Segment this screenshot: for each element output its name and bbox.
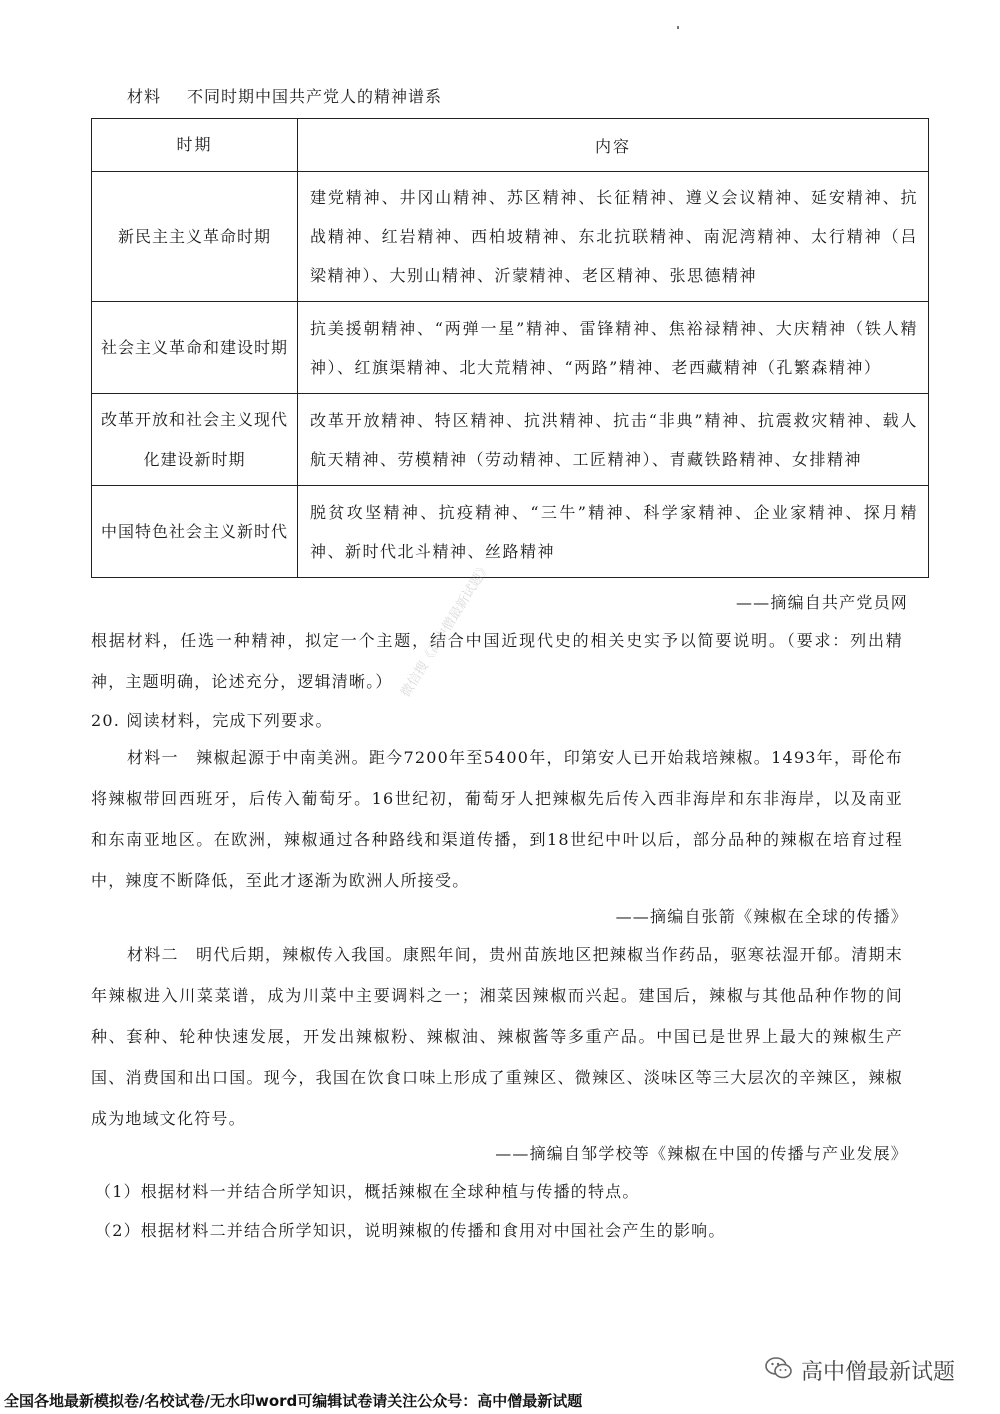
period-cell: 中国特色社会主义新时代 — [92, 486, 298, 578]
table-row — [92, 172, 929, 302]
table-row — [92, 394, 929, 486]
material-two: 材料二 明代后期，辣椒传入我国。康熙年间，贵州苗族地区把辣椒当作药品，驱寒祛湿开郁。清期末年辣椒进入川菜菜谱，成为川菜中主要调料之一；湘菜因辣椒而兴起。建国后，辣椒与其他品种作物的间种、套种、轮种快速发展，开发出辣椒粉、辣椒油、辣椒酱等多重产品。中国已是世界上最大的辣椒生产国、消费国和出口国。现今，我国在饮食口味上形成了重辣区、微辣区、淡味区等三大层次的辛辣区，辣椒成为地域文化符号。 — [91, 945, 903, 1128]
table-header-row — [92, 119, 929, 172]
watermark-text: 微信搜《高中僧最新试题》 — [398, 559, 494, 701]
material-one: 材料一 辣椒起源于中南美洲。距今7200年至5400年，印第安人已开始栽培辣椒。1493年，哥伦布将辣椒带回西班牙，后传入葡萄牙。16世纪初，葡萄牙人把辣椒先后传入西非海岸和东非海岸，以及南亚和东南亚地区。在欧洲，辣椒通过各种路线和渠道传播，到18世纪中叶以后，部分品种的辣椒在培育过程中，辣度不断降低，至此才逐渐为欧洲人所接受。 — [91, 748, 903, 890]
content-cell: 抗美援朝精神、“两弹一星”精神、雷锋精神、焦裕禄精神、大庆精神（铁人精神）、红旗渠精神、北大荒精神、“两路”精神、老西藏精神（孔繁森精神） — [298, 302, 929, 394]
content-cell: 脱贫攻坚精神、抗疫精神、“三牛”精神、科学家精神、企业家精神、探月精神、新时代北斗精神、丝路精神 — [298, 486, 929, 578]
material-caption — [127, 84, 442, 107]
table-row — [92, 302, 929, 394]
table-source: ——摘编自共产党员网 — [735, 593, 908, 612]
brand-text: 高中僧最新试题 — [801, 1360, 956, 1385]
spirit-lineage-table — [91, 118, 929, 578]
scan-speck — [677, 26, 679, 29]
material-title: 不同时期中国共产党人的精神谱系 — [187, 87, 443, 106]
footer-banner: 全国各地最新模拟卷/名校试卷/无水印word可编辑试卷请关注公众号：高中僧最新试题 — [4, 1392, 583, 1410]
period-cell: 改革开放和社会主义现代化建设新时期 — [92, 394, 298, 486]
period-cell: 社会主义革命和建设时期 — [92, 302, 298, 394]
content-cell: 建党精神、井冈山精神、苏区精神、长征精神、遵义会议精神、延安精神、抗战精神、红岩精神、西柏坡精神、东北抗联精神、南泥湾精神、太行精神（吕梁精神）、大别山精神、沂蒙精神、老区精神、张思德精神 — [298, 172, 929, 302]
table-row — [92, 486, 929, 578]
content-cell: 改革开放精神、特区精神、抗洪精神、抗击“非典”精神、抗震救灾精神、载人航天精神、劳模精神（劳动精神、工匠精神）、青藏铁路精神、女排精神 — [298, 394, 929, 486]
period-cell: 新民主主义革命时期 — [92, 172, 298, 302]
material-label: 材料 — [127, 87, 162, 106]
material-one-source: ——摘编自张箭《辣椒在全球的传播》 — [615, 907, 908, 926]
q20-heading: 20. 阅读材料，完成下列要求。 — [91, 711, 333, 730]
question-20-2: （2）根据材料二并结合所学知识，说明辣椒的传播和食用对中国社会产生的影响。 — [95, 1221, 726, 1240]
brand-badge — [765, 1355, 955, 1386]
material-two-source: ——摘编自邹学校等《辣椒在中国的传播与产业发展》 — [495, 1144, 908, 1163]
header-content: 内容 — [298, 119, 929, 172]
wechat-icon — [765, 1356, 801, 1386]
question-20-1: （1）根据材料一并结合所学知识，概括辣椒在全球种植与传播的特点。 — [95, 1182, 640, 1201]
header-period: 时期 — [92, 119, 298, 172]
q19-prompt: 根据材料，任选一种精神，拟定一个主题，结合中国近现代史的相关史实予以简要说明。（要求：列出精神，主题明确，论述充分，逻辑清晰。） — [91, 631, 903, 691]
